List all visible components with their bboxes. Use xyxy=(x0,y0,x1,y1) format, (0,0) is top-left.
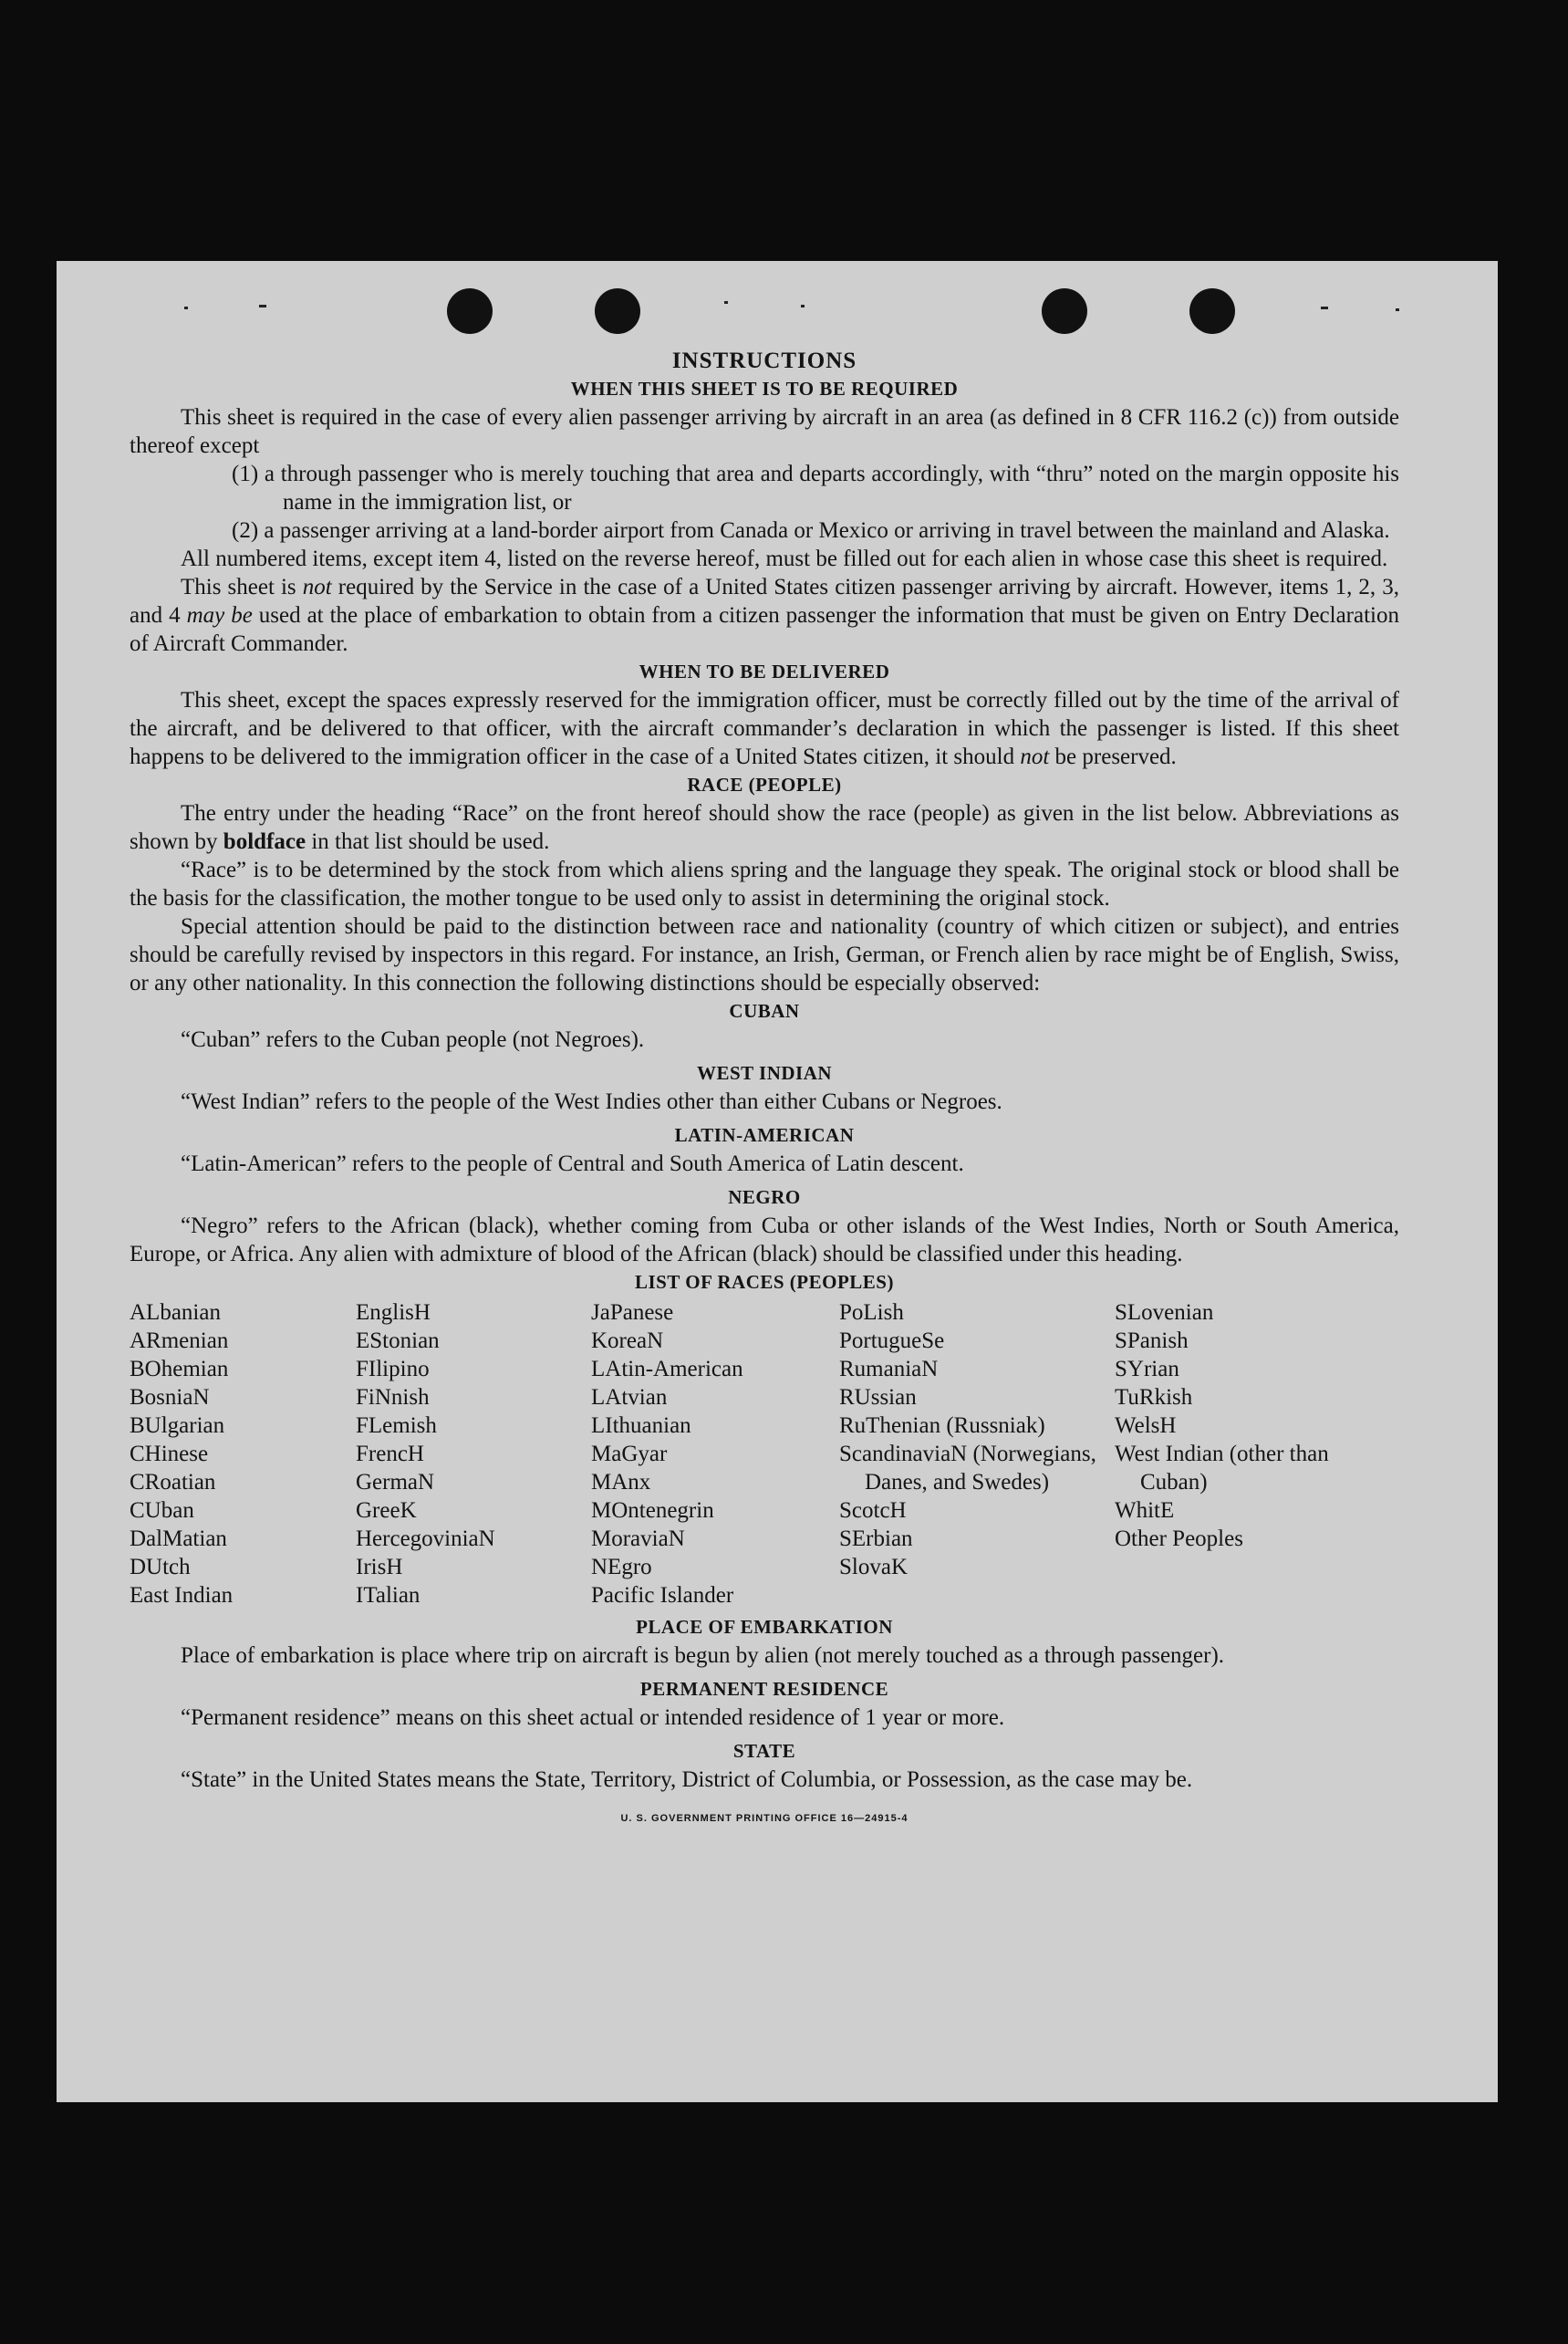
race-item: SLovenian xyxy=(1115,1300,1214,1325)
races-list xyxy=(130,1298,1399,1610)
paragraph xyxy=(130,686,1399,771)
emphasis: boldface xyxy=(223,829,306,854)
paragraph: All numbered items, except item 4, listed on the reverse hereof, must be filled out for each alien in whose case this sheet is required. xyxy=(181,547,1388,571)
race-item: CUban xyxy=(130,1498,194,1523)
heading-when-delivered: WHEN TO BE DELIVERED xyxy=(639,661,890,682)
text-run: This sheet is xyxy=(181,575,303,599)
text-run: This sheet, except the spaces expressly reserved for the immigration officer, must be correctly filled out by the time of the arrival of the aircraft, and be delivered to that officer, with the aircraft commander’s declaration in which the passenger is listed. If this sheet happens to be delivered to the immigration officer in the case of a United States citizen, it should xyxy=(130,688,1399,769)
document-sheet xyxy=(57,261,1498,2102)
paragraph: “Latin-American” refers to the people of Central and South America of Latin descent. xyxy=(181,1151,964,1176)
race-item: BosniaN xyxy=(130,1385,210,1410)
heading-west-indian: WEST INDIAN xyxy=(696,1062,833,1084)
race-item: FLemish xyxy=(356,1413,437,1438)
race-item: CRoatian xyxy=(130,1470,216,1495)
race-item: WhitE xyxy=(1115,1498,1175,1523)
race-item: FIlipino xyxy=(356,1357,430,1381)
speck xyxy=(801,305,805,307)
race-item: PoLish xyxy=(839,1300,904,1325)
races-column xyxy=(591,1298,839,1610)
race-item: West Indian (other than Cuban) xyxy=(1115,1442,1329,1495)
race-item: East Indian xyxy=(130,1583,234,1608)
race-item: EnglisH xyxy=(356,1300,431,1325)
heading-state: STATE xyxy=(732,1740,796,1762)
heading-when-required: WHEN THIS SHEET IS TO BE REQUIRED xyxy=(570,378,959,400)
race-item: LAtvian xyxy=(591,1385,668,1410)
speck xyxy=(259,305,266,307)
race-item: MAnx xyxy=(591,1470,651,1495)
race-item: MaGyar xyxy=(591,1442,668,1466)
heading-cuban: CUBAN xyxy=(729,1000,800,1022)
speck xyxy=(1396,308,1399,311)
race-item: SlovaK xyxy=(839,1555,908,1579)
race-item: WelsH xyxy=(1115,1413,1177,1438)
text-run: used at the place of embarkation to obtain from a citizen passenger the information that must be given on Entry Declaration of Aircraft Commander. xyxy=(130,603,1399,656)
list-item: (1) a through passenger who is merely touching that area and departs accordingly, with “thru” noted on the margin opposite his name in the immigration list, or xyxy=(232,462,1399,515)
paragraph: “West Indian” refers to the people of the West Indies other than either Cubans or Negroes. xyxy=(181,1089,1002,1114)
race-item: JaPanese xyxy=(591,1300,674,1325)
race-item: PortugueSe xyxy=(839,1328,945,1353)
speck xyxy=(184,307,188,309)
punch-hole xyxy=(447,288,493,334)
race-item: MoraviaN xyxy=(591,1526,685,1551)
race-item: TuRkish xyxy=(1115,1385,1193,1410)
paragraph xyxy=(130,573,1399,658)
race-item: ALbanian xyxy=(130,1300,221,1325)
race-item: SPanish xyxy=(1115,1328,1189,1353)
race-item: ScotcH xyxy=(839,1498,907,1523)
emphasis: not xyxy=(302,575,332,599)
race-item: LAtin-American xyxy=(591,1357,743,1381)
race-item: RuThenian (Russniak) xyxy=(839,1413,1045,1438)
text-run: required by the Service in the case of a United States citizen passenger arriving by aircraft. However, items 1, 2, 3, and 4 xyxy=(130,575,1399,628)
paragraph: “Permanent residence” means on this sheet actual or intended residence of 1 year or more. xyxy=(181,1705,1005,1730)
emphasis: not xyxy=(1020,745,1050,769)
race-item: NEgro xyxy=(591,1555,652,1579)
race-item: KoreaN xyxy=(591,1328,664,1353)
punch-hole xyxy=(1189,288,1235,334)
race-item: RumaniaN xyxy=(839,1357,939,1381)
race-item: Other Peoples xyxy=(1115,1526,1243,1551)
race-item: ScandinaviaN (Norwegians, Danes, and Swedes) xyxy=(839,1442,1096,1495)
speck xyxy=(724,301,728,304)
races-column xyxy=(130,1298,356,1610)
races-column xyxy=(1115,1298,1339,1610)
heading-permanent-residence: PERMANENT RESIDENCE xyxy=(639,1678,889,1700)
paragraph: “State” in the United States means the State, Territory, District of Columbia, or Possession, as the case may be. xyxy=(181,1767,1193,1792)
race-item: SYrian xyxy=(1115,1357,1179,1381)
race-item: SErbian xyxy=(839,1526,913,1551)
race-item: MOntenegrin xyxy=(591,1498,714,1523)
race-item: BOhemian xyxy=(130,1357,229,1381)
race-item: ARmenian xyxy=(130,1328,229,1353)
printing-office-footer: U. S. GOVERNMENT PRINTING OFFICE 16—24915-4 xyxy=(620,1813,909,1824)
heading-race: RACE (PEOPLE) xyxy=(687,774,842,796)
race-item: HercegoviniaN xyxy=(356,1526,495,1551)
race-item: FrencH xyxy=(356,1442,424,1466)
race-item: DalMatian xyxy=(130,1526,227,1551)
paragraph: “Race” is to be determined by the stock from which aliens spring and the language they speak. The original stock or blood shall be the basis for the classification, the mother tongue to be used only to assist in determining the original stock. xyxy=(130,858,1399,911)
race-item: BUlgarian xyxy=(130,1413,225,1438)
race-item: FiNnish xyxy=(356,1385,430,1410)
paragraph: This sheet is required in the case of every alien passenger arriving by aircraft in an area (as defined in 8 CFR 116.2 (c)) from outside thereof except xyxy=(130,405,1399,458)
paragraph: “Negro” refers to the African (black), whether coming from Cuba or other islands of the West Indies, North or South America, Europe, or Africa. Any alien with admixture of blood of the African (black) should be classified under this heading. xyxy=(130,1214,1399,1266)
punch-hole xyxy=(1042,288,1087,334)
race-item: ITalian xyxy=(356,1583,421,1608)
text-run: The entry under the heading “Race” on the front hereof should show the race (people) as given in the list below. Abbreviations as shown by xyxy=(130,801,1399,854)
race-item: CHinese xyxy=(130,1442,209,1466)
title: INSTRUCTIONS xyxy=(671,349,857,373)
punch-hole xyxy=(595,288,640,334)
race-item: RUssian xyxy=(839,1385,917,1410)
text-run: in that list should be used. xyxy=(306,829,550,854)
paragraph xyxy=(130,799,1399,856)
race-item: GermaN xyxy=(356,1470,435,1495)
paragraph: Place of embarkation is place where trip on aircraft is begun by alien (not merely touched as a through passenger). xyxy=(181,1643,1225,1668)
heading-list-of-races: LIST OF RACES (PEOPLES) xyxy=(635,1271,894,1293)
race-item: LIthuanian xyxy=(591,1413,691,1438)
paragraph: “Cuban” refers to the Cuban people (not Negroes). xyxy=(181,1027,645,1052)
race-item: Pacific Islander xyxy=(591,1583,734,1608)
instructions-content xyxy=(130,347,1399,1833)
race-item: IrisH xyxy=(356,1555,403,1579)
text-run: be preserved. xyxy=(1049,745,1177,769)
paragraph: Special attention should be paid to the distinction between race and nationality (country of which citizen or subject), and entries should be carefully revised by inspectors in this regard. For instance, an Irish, German, or French alien by race might be of English, Swiss, or any other nationality. In this connection the following distinctions should be especially observed: xyxy=(130,914,1399,995)
heading-negro: NEGRO xyxy=(728,1186,801,1208)
race-item: EStonian xyxy=(356,1328,440,1353)
race-item: GreeK xyxy=(356,1498,417,1523)
heading-embarkation: PLACE OF EMBARKATION xyxy=(636,1616,893,1638)
speck xyxy=(1321,307,1328,309)
list-item: (2) a passenger arriving at a land-border airport from Canada or Mexico or arriving in travel between the mainland and Alaska. xyxy=(232,518,1390,543)
heading-latin-american: LATIN-AMERICAN xyxy=(674,1124,855,1146)
races-column xyxy=(839,1298,1115,1610)
emphasis: may be xyxy=(186,603,253,628)
race-item: DUtch xyxy=(130,1555,191,1579)
races-column xyxy=(356,1298,591,1610)
